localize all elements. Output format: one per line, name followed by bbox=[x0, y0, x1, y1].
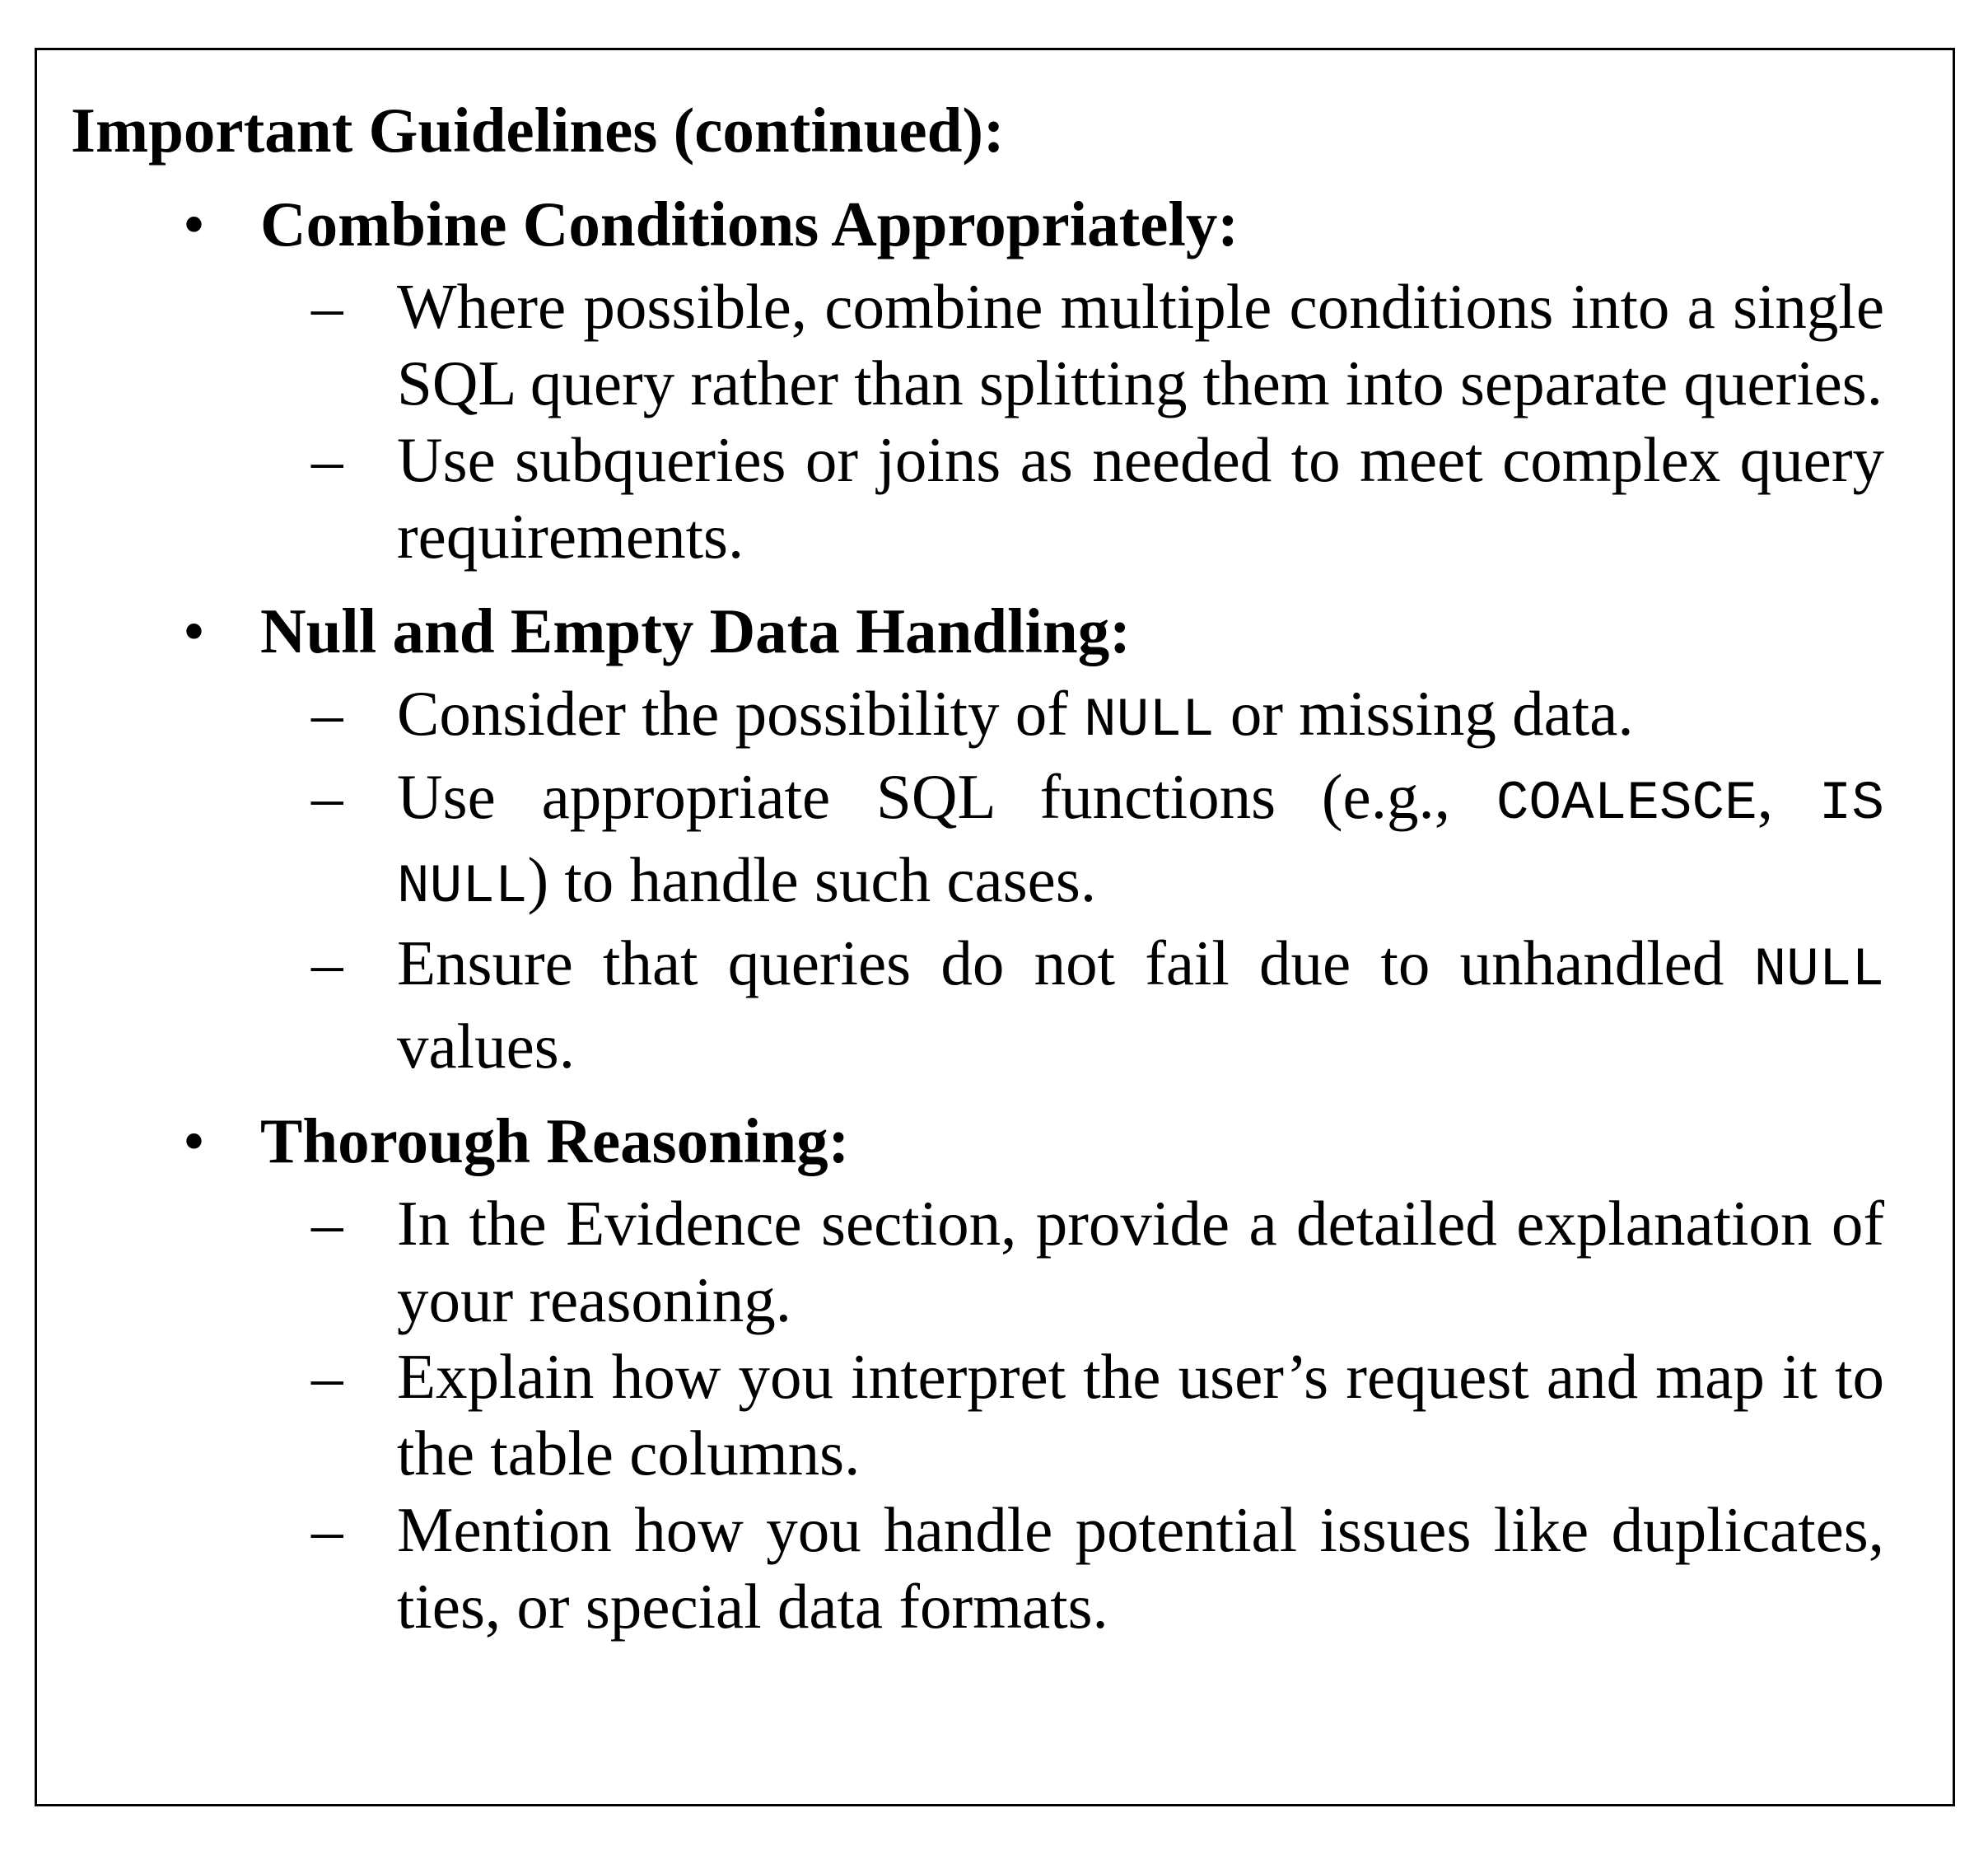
section-combine-conditions bbox=[71, 186, 1899, 575]
section-thorough-reasoning bbox=[71, 1103, 1899, 1645]
list-item-text: Mention how you handle potential issues like duplicates, ties, or special data formats. bbox=[397, 1494, 1884, 1642]
text-segment: Ensure that queries do not fail due to unhandled bbox=[397, 928, 1754, 998]
text-segment: Consider the possibility of bbox=[397, 678, 1085, 749]
list-item bbox=[71, 1492, 1899, 1645]
bullet-row bbox=[71, 1103, 1899, 1179]
list-item-text bbox=[397, 925, 1884, 1085]
list-item bbox=[71, 422, 1899, 575]
dash-icon: – bbox=[311, 1188, 343, 1259]
section-title: Thorough Reasoning: bbox=[260, 1105, 850, 1176]
code-null: NULL bbox=[1084, 689, 1215, 751]
dash-icon: – bbox=[311, 1341, 343, 1412]
dash-icon: – bbox=[311, 271, 343, 342]
list-item-text: Use subqueries or joins as needed to meet complex query requirements. bbox=[397, 424, 1884, 572]
sub-list bbox=[71, 1185, 1899, 1645]
list-item-text: Explain how you interpret the user’s request and map it to the table columns. bbox=[397, 1341, 1884, 1488]
dash-icon: – bbox=[311, 678, 343, 749]
list-item-text: In the Evidence section, provide a detailed explanation of your reasoning. bbox=[397, 1188, 1884, 1335]
guidelines-content bbox=[71, 92, 1899, 1645]
page-title: Important Guidelines (continued): bbox=[71, 95, 1005, 166]
text-segment: Use appropriate SQL functions (e.g., bbox=[397, 761, 1496, 832]
list-item bbox=[71, 1185, 1899, 1339]
code-null: NULL bbox=[1753, 939, 1884, 1001]
list-item bbox=[71, 675, 1899, 759]
list-item-text bbox=[397, 675, 1884, 759]
dash-icon: – bbox=[311, 1494, 343, 1565]
list-item bbox=[71, 925, 1899, 1085]
code-is-null: IS NULL bbox=[397, 773, 1885, 918]
bullet-icon: • bbox=[183, 1105, 205, 1176]
list-item-text bbox=[397, 759, 1884, 925]
list-item bbox=[71, 269, 1899, 422]
dash-icon: – bbox=[311, 424, 343, 495]
text-segment: values. bbox=[397, 1011, 575, 1082]
section-title: Null and Empty Data Handling: bbox=[260, 596, 1131, 666]
dash-icon: – bbox=[311, 761, 343, 832]
bullet-row bbox=[71, 593, 1899, 669]
code-coalesce: COALESCE bbox=[1496, 773, 1757, 834]
sub-list bbox=[71, 269, 1899, 575]
dash-icon: – bbox=[311, 928, 343, 998]
text-segment: ) to handle such cases. bbox=[527, 844, 1097, 915]
section-title: Combine Conditions Appropriately: bbox=[260, 189, 1239, 259]
bullet-icon: • bbox=[183, 189, 205, 259]
list-item bbox=[71, 1339, 1899, 1492]
sub-list bbox=[71, 675, 1899, 1085]
list-item-text: Where possible, combine multiple conditions into a single SQL query rather than splitting them into separate queries. bbox=[397, 271, 1884, 418]
bullet-row bbox=[71, 186, 1899, 262]
text-segment: , bbox=[1757, 761, 1819, 832]
list-item bbox=[71, 759, 1899, 925]
section-null-handling bbox=[71, 593, 1899, 1085]
bullet-icon: • bbox=[183, 596, 205, 666]
text-segment: or missing data. bbox=[1214, 678, 1634, 749]
